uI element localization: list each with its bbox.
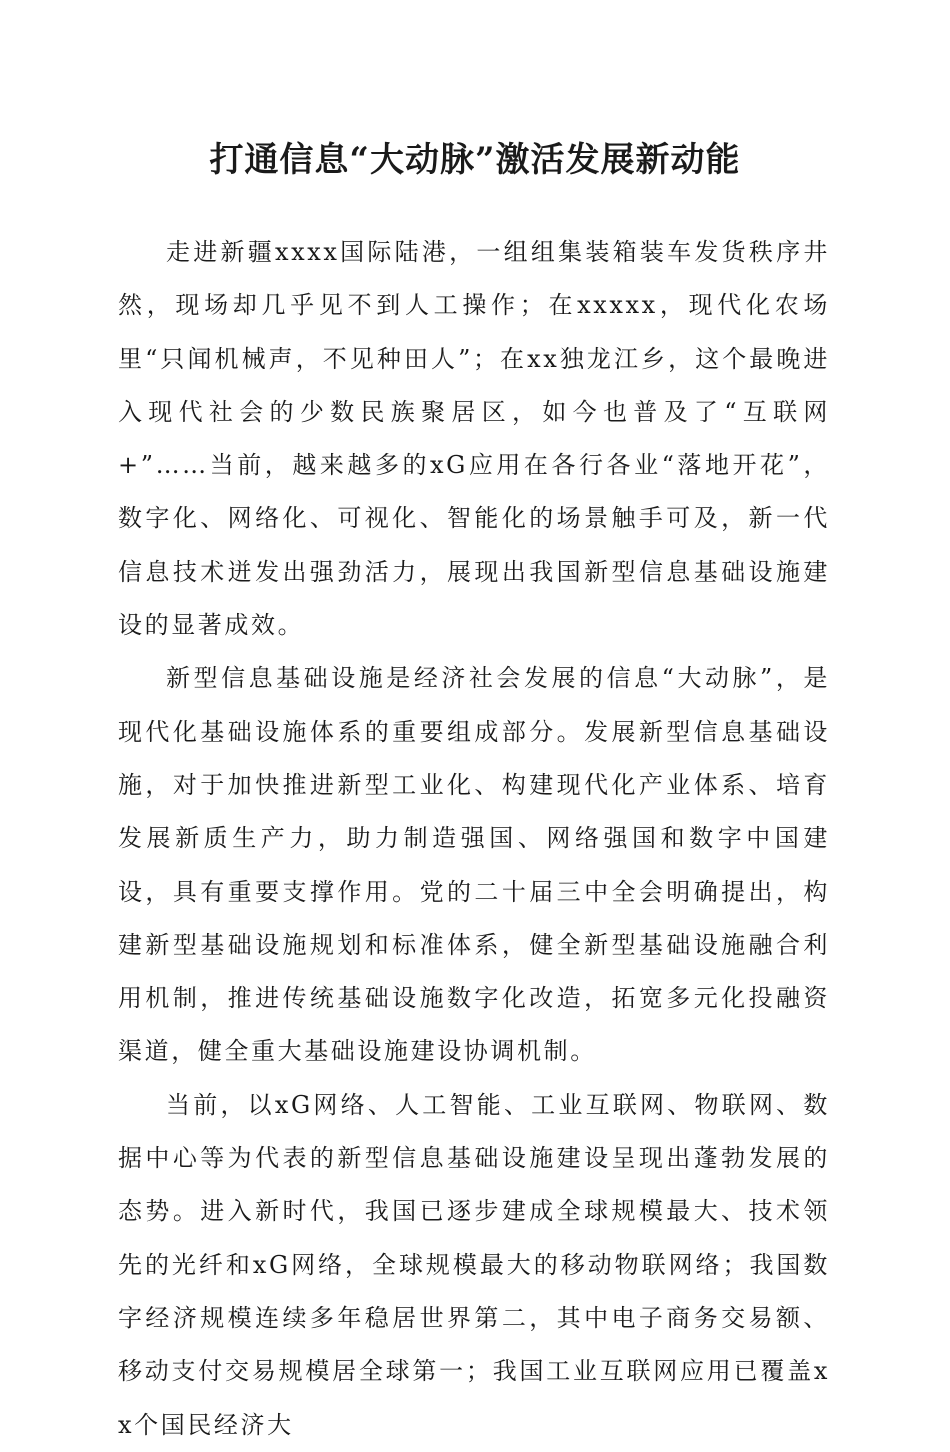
document-title: 打通信息“大动脉”激活发展新动能 bbox=[209, 140, 741, 180]
paragraph-2: 新型信息基础设施是经济社会发展的信息“大动脉”，是现代化基础设施体系的重要组成部分。发展新型信息基础设施，对于加快推进新型工业化、构建现代化产业体系、培育发展新质生产力，助力制造强国、网络强国和数字中国建设，具有重要支撑作用。党的二十届三中全会明确提出，构建新型基础设施规划和标准体系，健全新型基础设施融合利用机制，推进传统基础设施数字化改造，拓宽多元化投融资渠道，健全重大基础设施建设协调机制。 bbox=[118, 664, 830, 1066]
paragraph-3: 当前，以xG网络、人工智能、工业互联网、物联网、数据中心等为代表的新型信息基础设施建设呈现出蓬勃发展的态势。进入新时代，我国已逐步建成全球规模最大、技术领先的光纤和xG网络，全球规模最大的移动物联网络；我国数字经济规模连续多年稳居世界第二，其中电子商务交易额、移动支付交易规模居全球第一；我国工业互联网应用已覆盖xx个国民经济大 bbox=[118, 1090, 830, 1439]
document-body bbox=[118, 226, 830, 1452]
paragraph-1: 走进新疆xxxx国际陆港，一组组集装箱装车发货秩序井然，现场却几乎见不到人工操作；在xxxxx，现代化农场里“只闻机械声，不见种田人”；在xx独龙江乡，这个最晚进入现代社会的少数民族聚居区，如今也普及了“互联网+”……当前，越来越多的xG应用在各行各业“落地开花”，数字化、网络化、可视化、智能化的场景触手可及，新一代信息技术迸发出强劲活力，展现出我国新型信息基础设施建设的显著成效。 bbox=[118, 238, 830, 640]
